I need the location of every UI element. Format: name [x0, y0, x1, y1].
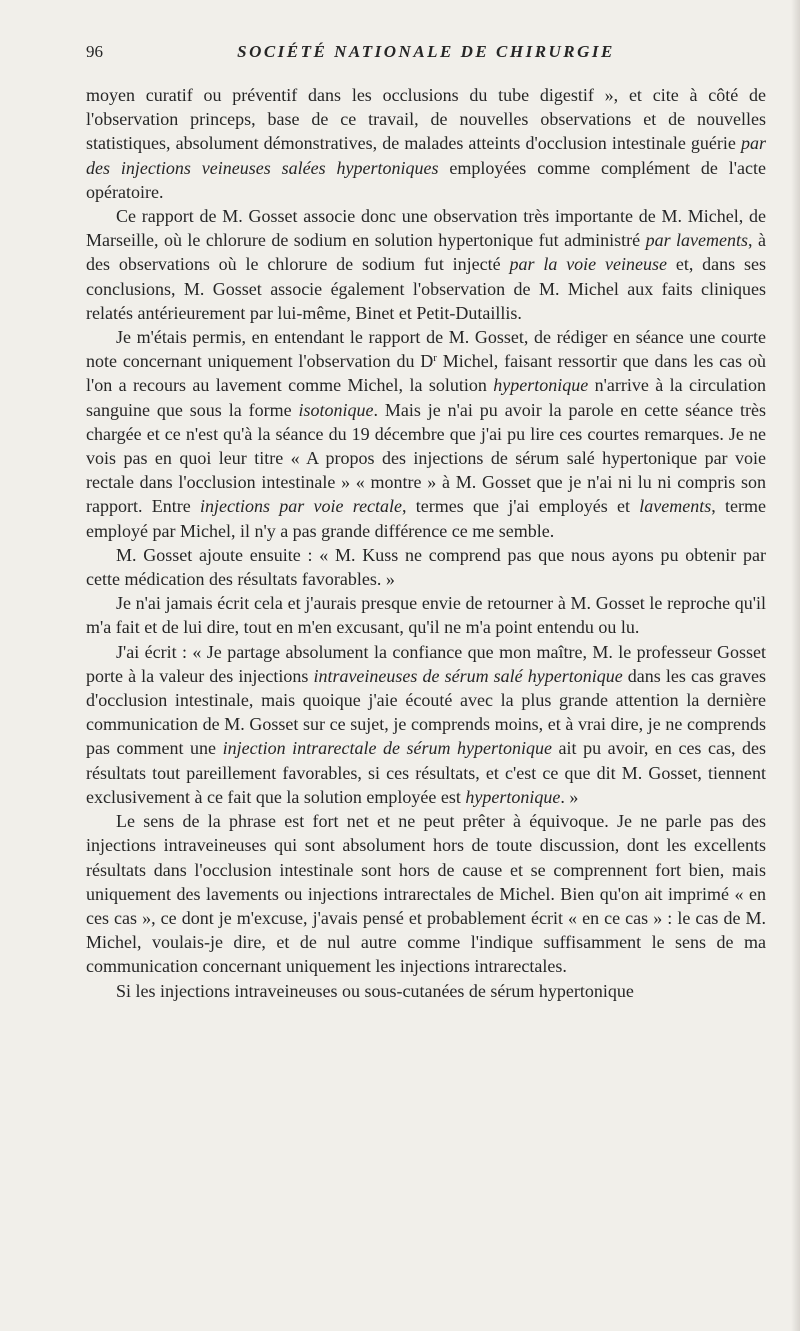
text-run: J'ai écrit : « Je partage absolument la confiance que mon maître, M. le professeur Gosset porte à la valeur des injections [86, 641, 766, 686]
italic-phrase: lavements [639, 496, 712, 517]
italic-phrase: injections par voie rectale [199, 496, 403, 517]
paragraph-p2 [86, 204, 766, 325]
text-run: Ce rapport de M. Gosset associe donc une observation très importante de M. Michel, de Marseille, où le chlorure de sodium en solution hypertonique fut administré [86, 206, 766, 251]
text-run: , terme employé par Michel, il n'y a pas grande différence ce me semble. [86, 496, 766, 541]
text-run: Je m'étais permis, en entendant le rapport de M. Gosset, de rédiger en séance une courte note concernant uniquement l'observation du D [86, 327, 766, 372]
article-body [86, 83, 766, 1003]
text-run: . » [560, 786, 579, 807]
paragraph-p1 [86, 83, 766, 204]
text-run: , termes que j'ai employés et [402, 496, 640, 517]
italic-phrase: hypertonique [493, 375, 589, 396]
text-run: employées comme complément de l'acte opératoire. [86, 157, 766, 202]
text-run: Si les injections intraveineuses ou sous-cutanées de sérum hypertonique [116, 980, 634, 1001]
italic-phrase: hypertonique [465, 786, 561, 807]
paragraph-p5 [86, 591, 766, 639]
page-header [86, 42, 766, 68]
paragraph-p6 [86, 640, 766, 809]
text-run: dans les cas graves d'occlusion intestinale, mais quoique j'aie écouté avec la plus grande attention la dernière communication de M. Gosset sur ce sujet, je comprends moins, et à vrai dire, je ne comprends pas comment une [86, 665, 767, 759]
paragraph-p7 [86, 809, 766, 978]
paragraph-p3 [86, 325, 766, 543]
italic-phrase: par la voie veineuse [509, 254, 667, 275]
text-run: Je n'ai jamais écrit cela et j'aurais presque envie de retourner à M. Gosset le reproche qu'il m'a fait et de lui dire, tout en m'en excusant, qu'il ne m'a point entendu ou lu. [86, 593, 766, 638]
text-run: et, dans ses conclusions, M. Gosset associe également l'observation de M. Michel aux faits cliniques relatés antérieurement par lui-même, Binet et Petit-Dutaillis. [86, 254, 766, 323]
text-run: M. Gosset ajoute ensuite : « M. Kuss ne comprend pas que nous ayons pu obtenir par cette médication des résultats favorables. » [86, 544, 766, 590]
paragraph-p4 [86, 543, 766, 591]
page-number: 96 [86, 42, 103, 61]
text-run: Michel, faisant ressortir que dans les cas où l'on a recours au lavement comme Michel, la solution [86, 351, 766, 396]
text-run: Le sens de la phrase est fort net et ne peut prêter à équivoque. Je ne parle pas des injections intraveineuses qui sont absolument hors de toute discussion, dont les excellents résultats dans l'occlusion intestinale sont hors de cause et se comprennent fort bien, mais uniquement des lavements ou injections intrarectales de Michel. Bien qu'on ait imprimé « en ces cas », ce dont je m'excuse, j'avais pensé et probablement écrit « en ce cas » : le cas de M. Michel, voulais-je dire, et de nul autre comme l'indique suffisamment le sens de ma communication concernant uniquement les injections intrarectales. [86, 811, 766, 977]
text-run: moyen curatif ou préventif dans les occlusions du tube digestif », et cite à côté de l'observation princeps, base de ce travail, de nouvelles observations et de nouvelles statistiques, absolument démonstratives, de malades atteints d'occlusion intestinale guérie [86, 85, 766, 154]
italic-phrase: isotonique [298, 399, 374, 420]
italic-phrase: intraveineuses de sérum salé hypertonique [313, 665, 623, 686]
italic-phrase: par des injections veineuses salées hypertoniques [86, 133, 766, 178]
italic-phrase: injection intrarectale de sérum hypertonique [222, 738, 553, 759]
italic-phrase: par lavements [645, 230, 749, 251]
text-run: ait pu avoir, en ces cas, des résultats tout pareillement favorables, si ces résultats, et c'est ce que dit M. Gosset, tiennent exclusivement à ce fait que la solution employée est [86, 738, 766, 807]
running-title: SOCIÉTÉ NATIONALE DE CHIRURGIE [237, 42, 615, 61]
page-edge-shadow [791, 0, 800, 1331]
text-run: , à des observations où le chlorure de sodium fut injecté [86, 230, 766, 275]
paragraph-p8 [86, 979, 766, 1003]
text-run: . Mais je n'ai pu avoir la parole en cette séance très chargée et ce n'est qu'à la séance du 19 décembre que j'ai pu lire ces courtes remarques. Je ne vois pas en quoi leur titre « A propos des injections de sérum salé hypertonique par voie rectale dans l'occlusion intestinale » « montre » à M. Gosset que je n'ai ni lu ni compris son rapport. Entre [86, 399, 766, 517]
text-run: n'arrive à la circulation sanguine que sous la forme [86, 375, 766, 420]
superscript: r [433, 352, 437, 365]
